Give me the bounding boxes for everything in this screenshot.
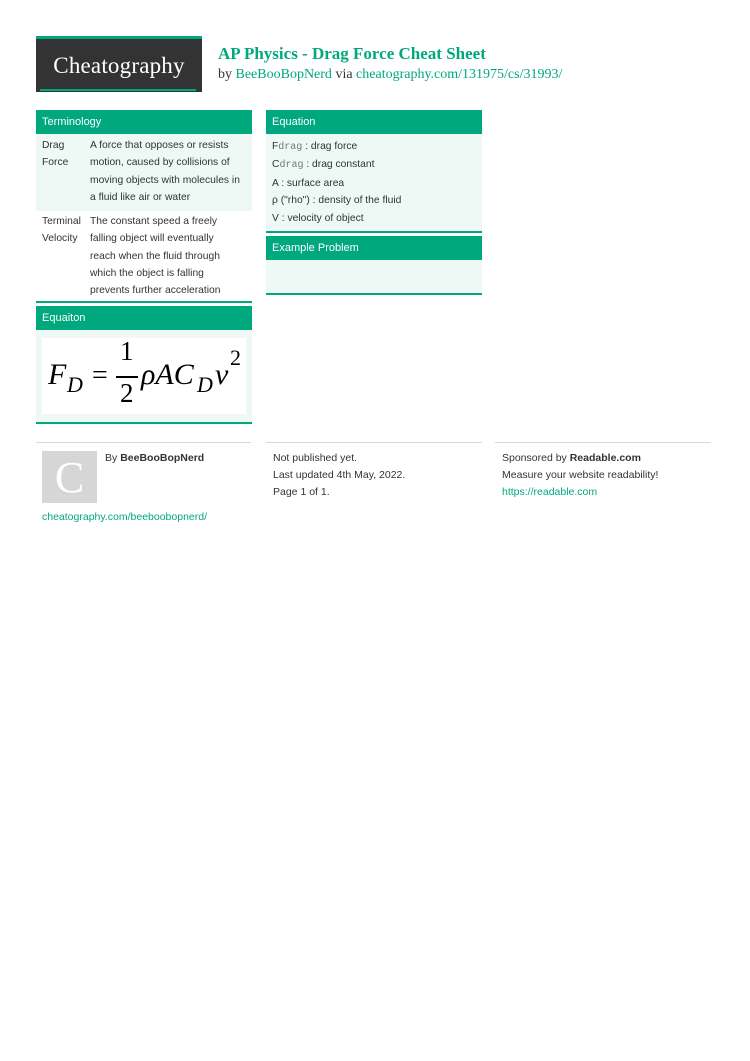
formula-equals: = bbox=[92, 360, 108, 391]
term-name: Drag Force bbox=[42, 140, 69, 169]
example-problem-box bbox=[266, 236, 482, 295]
footer-author-url[interactable]: cheatography.com/beeboobopnerd/ bbox=[42, 511, 208, 523]
eq-symbol: A bbox=[272, 177, 279, 189]
formula-v: v bbox=[215, 358, 229, 391]
page-title[interactable]: AP Physics - Drag Force Cheat Sheet bbox=[218, 44, 486, 63]
equation-line bbox=[272, 138, 476, 156]
example-problem-heading: Example Problem bbox=[266, 236, 482, 260]
terminology-heading: Terminology bbox=[36, 110, 252, 134]
drag-force-formula-image bbox=[42, 338, 246, 414]
logo-underline bbox=[40, 89, 196, 91]
footer-by: By bbox=[105, 452, 118, 464]
sponsor-name[interactable]: Readable.com bbox=[569, 452, 641, 464]
formula-container bbox=[36, 330, 252, 424]
eq-description: : drag constant bbox=[306, 159, 375, 171]
byline-by: by bbox=[218, 67, 232, 82]
eq-subscript: drag bbox=[279, 160, 304, 172]
footer-divider bbox=[266, 442, 482, 443]
cheatography-logo[interactable] bbox=[36, 36, 202, 92]
sponsored-by: Sponsored by bbox=[502, 452, 567, 464]
formula-denominator: 2 bbox=[120, 378, 134, 408]
footer-divider bbox=[36, 442, 251, 443]
eq-symbol: C bbox=[272, 159, 280, 171]
term-definition: A force that opposes or resists motion, caused by collisions of moving objects with molecules in a fluid like air or water bbox=[90, 140, 240, 203]
formula-rho-a-c: ρAC bbox=[141, 358, 194, 391]
sponsor-url[interactable]: https://readable.com bbox=[502, 486, 598, 498]
byline-via: via bbox=[335, 67, 353, 82]
term-definition: The constant speed a freely falling object will eventually reach when the fluid through which the object is falling prevents further acceleration bbox=[90, 216, 221, 297]
page-number: Page 1 of 1. bbox=[273, 486, 330, 498]
footer-author-name[interactable]: BeeBooBopNerd bbox=[120, 452, 205, 464]
author-link[interactable]: BeeBooBopNerd bbox=[235, 67, 332, 82]
logo-text: Cheatography bbox=[53, 52, 185, 78]
footer-author bbox=[105, 450, 204, 467]
eq-description: : velocity of object bbox=[281, 212, 364, 224]
equation-line bbox=[272, 175, 476, 192]
footer-divider bbox=[495, 442, 711, 443]
equation-body bbox=[266, 134, 482, 233]
sponsor-line bbox=[502, 450, 658, 467]
example-problem-body bbox=[266, 260, 482, 295]
equation-line bbox=[272, 156, 476, 174]
sponsor-tagline: Measure your website readability! bbox=[502, 469, 659, 481]
eq-symbol: F bbox=[272, 141, 279, 152]
sheet-url-link[interactable]: cheatography.com/131975/cs/31993/ bbox=[356, 67, 563, 82]
equation-heading: Equation bbox=[266, 110, 482, 134]
byline bbox=[218, 67, 562, 83]
formula-c-sub: D bbox=[197, 372, 213, 397]
formula-numerator: 1 bbox=[120, 336, 134, 366]
footer-publish-info bbox=[273, 450, 405, 501]
equation-line bbox=[272, 192, 476, 209]
terminology-body bbox=[36, 134, 252, 303]
avatar-letter: C bbox=[54, 452, 85, 502]
equaiton-heading: Equaiton bbox=[36, 306, 252, 330]
eq-symbol: V bbox=[272, 212, 279, 224]
eq-description: : surface area bbox=[281, 177, 345, 189]
formula-lhs-sub: D bbox=[67, 372, 83, 397]
author-avatar[interactable] bbox=[42, 451, 97, 503]
formula-exponent: 2 bbox=[230, 345, 241, 370]
equation-box bbox=[266, 110, 482, 233]
title-block bbox=[218, 44, 562, 83]
footer-sponsor bbox=[502, 450, 658, 501]
published-status: Not published yet. bbox=[273, 452, 358, 464]
formula-lhs: F bbox=[48, 358, 67, 391]
terminology-box bbox=[36, 110, 252, 303]
eq-description: : drag force bbox=[305, 141, 358, 152]
eq-description: : density of the fluid bbox=[312, 195, 402, 207]
last-updated: Last updated 4th May, 2022. bbox=[273, 469, 406, 481]
term-row bbox=[36, 211, 252, 300]
eq-symbol: ρ ("rho") bbox=[272, 195, 310, 207]
equaiton-box bbox=[36, 306, 252, 424]
term-name: Terminal Velocity bbox=[42, 216, 81, 245]
eq-subscript: drag bbox=[278, 142, 303, 153]
equation-line bbox=[272, 210, 476, 227]
term-row bbox=[36, 134, 252, 211]
